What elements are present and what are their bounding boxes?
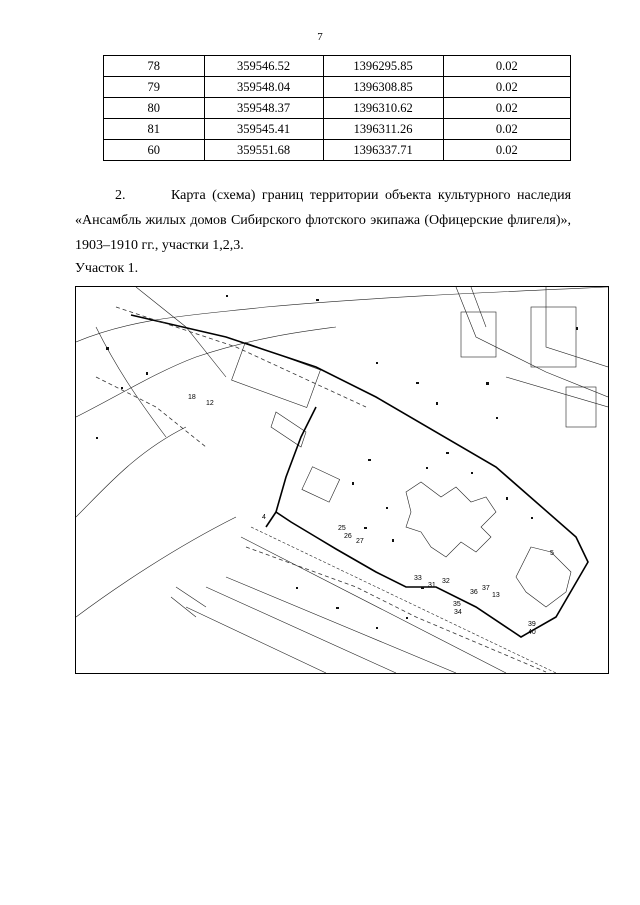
- table-row: [104, 140, 571, 161]
- map-label: 36: [470, 589, 478, 596]
- map-label: 27: [356, 538, 364, 545]
- map-label: 18: [188, 394, 196, 401]
- table-cell: 0.02: [443, 119, 570, 140]
- map-label: 4: [262, 514, 266, 521]
- map-label: 33: [414, 575, 422, 582]
- table-cell: 0.02: [443, 56, 570, 77]
- section-title: Участок 1.: [75, 261, 139, 276]
- table-cell: 80: [104, 98, 205, 119]
- table-cell: 359551.68: [204, 140, 323, 161]
- map-label: 37: [482, 585, 490, 592]
- paragraph-2: [75, 183, 571, 258]
- map-label: 32: [442, 578, 450, 585]
- map-label: 35: [453, 601, 461, 608]
- table-cell: 1396295.85: [323, 56, 443, 77]
- table-cell: 1396310.62: [323, 98, 443, 119]
- table-cell: 60: [104, 140, 205, 161]
- map-label: 34: [454, 609, 462, 616]
- table-cell: 79: [104, 77, 205, 98]
- table-cell: 0.02: [443, 77, 570, 98]
- map-label: 5: [550, 550, 554, 557]
- boundary-map: [75, 286, 609, 674]
- table-cell: 359548.04: [204, 77, 323, 98]
- table-cell: 81: [104, 119, 205, 140]
- paragraph-text: Карта (схема) границ территории объекта культурного наследия «Ансамбль жилых домов Сибирского флотского экипажа (Офицерские флигеля)», 1903–1910 гг., участки 1,2,3.: [75, 188, 572, 253]
- table-cell: 1396311.26: [323, 119, 443, 140]
- map-label: 25: [338, 525, 346, 532]
- table-row: [104, 77, 571, 98]
- table-cell: 359546.52: [204, 56, 323, 77]
- table-cell: 78: [104, 56, 205, 77]
- map-label: 31: [428, 582, 436, 589]
- map-label: 40: [528, 629, 536, 636]
- page-number: 7: [317, 31, 323, 43]
- table-cell: 0.02: [443, 98, 570, 119]
- table-row: [104, 98, 571, 119]
- table-cell: 0.02: [443, 140, 570, 161]
- map-label: 12: [206, 400, 214, 407]
- table-cell: 1396308.85: [323, 77, 443, 98]
- map-label: 39: [528, 621, 536, 628]
- paragraph-number: 2.: [115, 188, 126, 203]
- table-cell: 359545.41: [204, 119, 323, 140]
- table-cell: 359548.37: [204, 98, 323, 119]
- map-label: 13: [492, 592, 500, 599]
- table-row: [104, 119, 571, 140]
- coordinates-table: [103, 55, 571, 161]
- table-cell: 1396337.71: [323, 140, 443, 161]
- map-label: 26: [344, 533, 352, 540]
- table-row: [104, 56, 571, 77]
- map-drawing: [76, 287, 608, 673]
